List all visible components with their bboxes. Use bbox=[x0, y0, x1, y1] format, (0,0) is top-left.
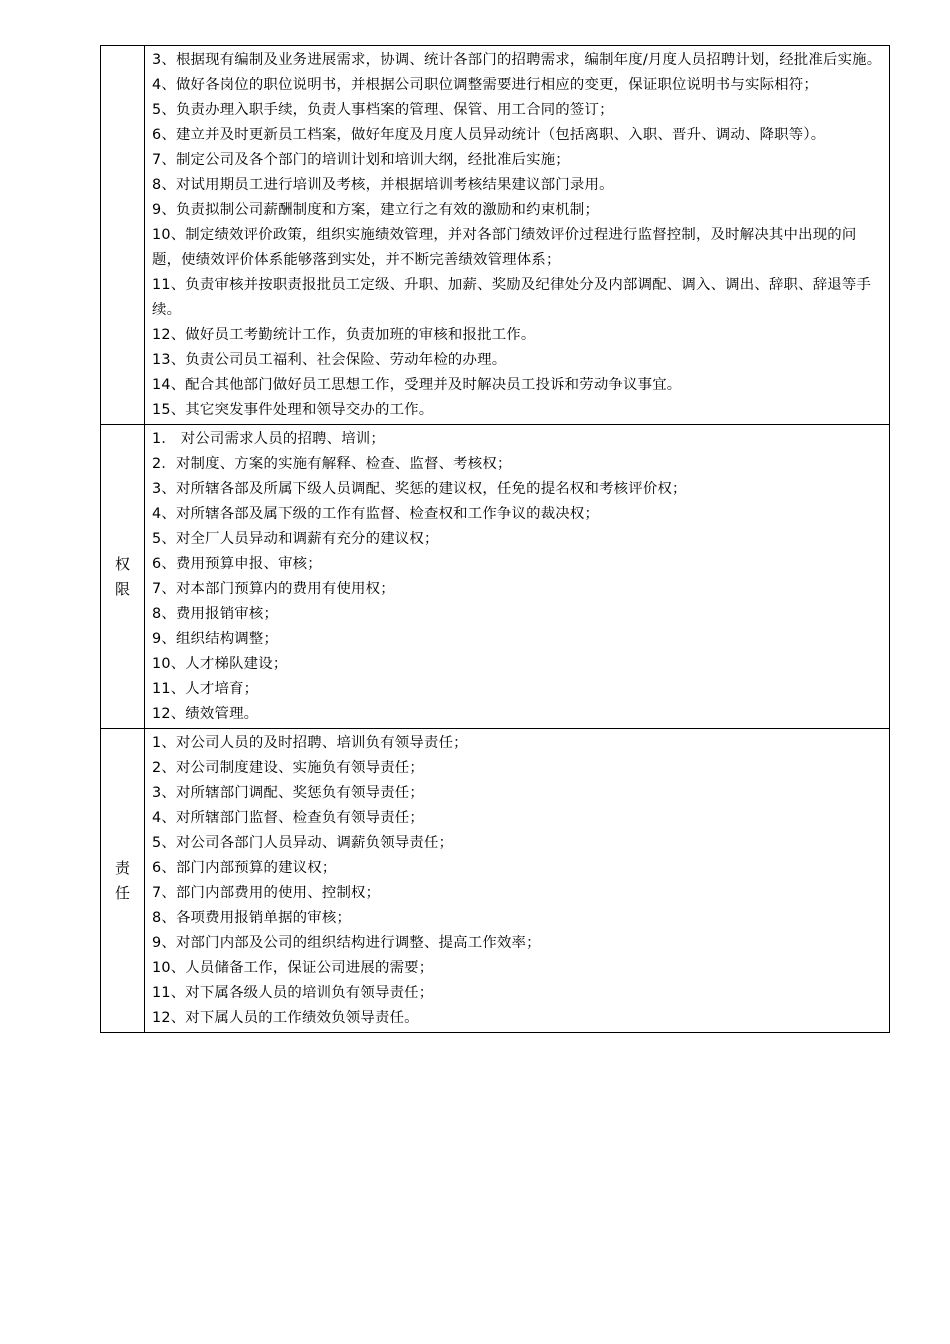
responsibility-item: 9、对部门内部及公司的组织结构进行调整、提高工作效率； bbox=[152, 935, 541, 951]
duty-item: 15、其它突发事件处理和领导交办的工作。 bbox=[152, 402, 434, 418]
responsibility-item: 5、对公司各部门人员异动、调薪负领导责任； bbox=[152, 835, 454, 851]
responsibility-item: 4、对所辖部门监督、检查负有领导责任； bbox=[152, 810, 424, 826]
duty-item: 7、制定公司及各个部门的培训计划和培训大纲，经批准后实施； bbox=[152, 152, 570, 168]
authority-item: 11、人才培育； bbox=[152, 681, 259, 697]
authority-item: 8、费用报销审核； bbox=[152, 606, 279, 622]
authority-item: 7、对本部门预算内的费用有使用权； bbox=[152, 581, 395, 597]
duty-item: 5、负责办理入职手续，负责人事档案的管理、保管、用工合同的签订； bbox=[152, 102, 614, 118]
authority-item: 5、对全厂人员异动和调薪有充分的建议权； bbox=[152, 531, 439, 547]
responsibility-item: 11、对下属各级人员的培训负有领导责任； bbox=[152, 985, 434, 1001]
duties-content-cell bbox=[145, 46, 890, 425]
responsibility-content-cell bbox=[145, 729, 890, 1033]
responsibility-item: 6、部门内部预算的建议权； bbox=[152, 860, 337, 876]
responsibility-item: 1、对公司人员的及时招聘、培训负有领导责任； bbox=[152, 735, 468, 751]
duty-item: 12、做好员工考勤统计工作，负责加班的审核和报批工作。 bbox=[152, 327, 536, 343]
authority-row bbox=[101, 425, 890, 729]
responsibility-label: 责任 bbox=[114, 858, 130, 902]
duty-item: 3、根据现有编制及业务进展需求，协调、统计各部门的招聘需求，编制年度/月度人员招聘计划，经批准后实施。 bbox=[152, 52, 882, 68]
responsibility-item: 2、对公司制度建设、实施负有领导责任； bbox=[152, 760, 424, 776]
authority-label-cell bbox=[101, 425, 145, 729]
duty-item: 10、制定绩效评价政策，组织实施绩效管理，并对各部门绩效评价过程进行监督控制，及时解决其中出现的问题，使绩效评价体系能够落到实处，并不断完善绩效管理体系； bbox=[152, 227, 857, 268]
responsibility-item: 8、各项费用报销单据的审核； bbox=[152, 910, 352, 926]
duty-item: 11、负责审核并按职责报批员工定级、升职、加薪、奖励及纪律处分及内部调配、调入、调出、辞职、辞退等手续。 bbox=[152, 277, 872, 318]
authority-item: 4、对所辖各部及属下级的工作有监督、检查权和工作争议的裁决权； bbox=[152, 506, 600, 522]
duties-row bbox=[101, 46, 890, 425]
responsibility-item: 7、部门内部费用的使用、控制权； bbox=[152, 885, 381, 901]
authority-label: 权限 bbox=[114, 554, 130, 598]
responsibility-row bbox=[101, 729, 890, 1033]
duties-label-cell bbox=[101, 46, 145, 425]
authority-content-cell bbox=[145, 425, 890, 729]
responsibility-item: 3、对所辖部门调配、奖惩负有领导责任； bbox=[152, 785, 424, 801]
authority-item: 12、绩效管理。 bbox=[152, 706, 259, 722]
duty-item: 13、负责公司员工福利、社会保险、劳动年检的办理。 bbox=[152, 352, 507, 368]
responsibility-item: 10、人员储备工作，保证公司进展的需要； bbox=[152, 960, 434, 976]
authority-item: 9、组织结构调整； bbox=[152, 631, 279, 647]
duty-item: 9、负责拟制公司薪酬制度和方案，建立行之有效的激励和约束机制； bbox=[152, 202, 600, 218]
job-description-table bbox=[100, 45, 890, 1033]
authority-item: 1． 对公司需求人员的招聘、培训； bbox=[152, 431, 385, 447]
authority-item: 10、人才梯队建设； bbox=[152, 656, 288, 672]
authority-item: 3、对所辖各部及所属下级人员调配、奖惩的建议权，任免的提名权和考核评价权； bbox=[152, 481, 687, 497]
duty-item: 6、建立并及时更新员工档案，做好年度及月度人员异动统计（包括离职、入职、晋升、调动、降职等）。 bbox=[152, 127, 826, 143]
authority-item: 6、费用预算申报、审核； bbox=[152, 556, 322, 572]
authority-item: 2．对制度、方案的实施有解释、检查、监督、考核权； bbox=[152, 456, 512, 472]
responsibility-item: 12、对下属人员的工作绩效负领导责任。 bbox=[152, 1010, 419, 1026]
duty-item: 14、配合其他部门做好员工思想工作，受理并及时解决员工投诉和劳动争议事宜。 bbox=[152, 377, 682, 393]
duty-item: 8、对试用期员工进行培训及考核，并根据培训考核结果建议部门录用。 bbox=[152, 177, 614, 193]
responsibility-label-cell bbox=[101, 729, 145, 1033]
duty-item: 4、做好各岗位的职位说明书，并根据公司职位调整需要进行相应的变更，保证职位说明书与实际相符； bbox=[152, 77, 818, 93]
